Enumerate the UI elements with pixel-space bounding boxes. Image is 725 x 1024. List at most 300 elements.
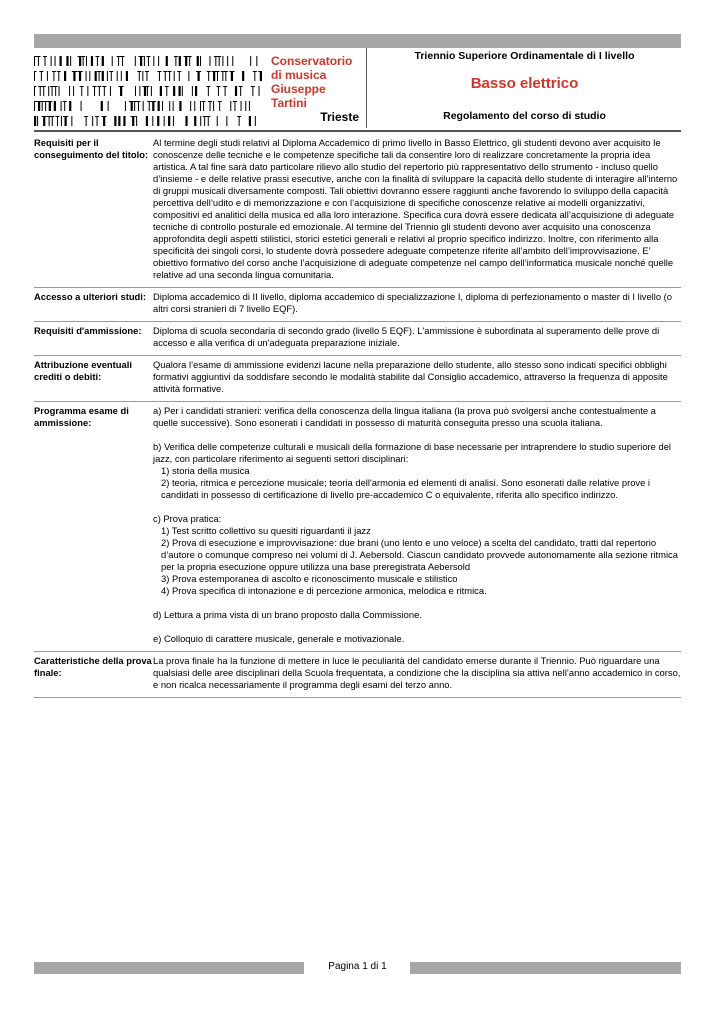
- regulation-table: [34, 134, 681, 698]
- logo-bar-cap: [42, 86, 46, 87]
- logo-bar-cap: [55, 116, 59, 117]
- logo-bar-cap: [34, 86, 37, 87]
- logo-bar: [185, 116, 187, 126]
- logo-bar: [97, 56, 98, 66]
- logo-bar: [86, 71, 87, 81]
- logo-name: [271, 54, 371, 124]
- page-number: Pagina 1 di 1: [328, 961, 387, 972]
- logo-bar-cap: [121, 56, 125, 57]
- row-paragraph: La prova finale ha la funzione di mettere in luce le peculiarità del candidato emerse durante il Triennio. Può riguardare una qualsiasi delle aree disciplinari della Scuola frequentata, a condizione che la disciplina sia attiva nell’anno accademico in corso, e non ricalca necessariamente il programma degli esami del terzo anno.: [153, 655, 681, 690]
- logo-bar-cap: [131, 116, 136, 117]
- logo-bar: [203, 101, 204, 111]
- logo-bar: [64, 71, 66, 81]
- logo-bar: [259, 86, 260, 96]
- logo-bar: [204, 116, 205, 126]
- logo-bar: [200, 116, 201, 126]
- logo-bar-cap: [34, 56, 37, 57]
- logo-bar: [37, 116, 38, 126]
- logo-bar-cap: [109, 71, 113, 72]
- logo-bar-cap: [80, 86, 84, 87]
- logo-bar: [190, 101, 191, 111]
- logo-bar: [132, 116, 134, 126]
- logo-bar: [164, 116, 165, 126]
- section-item: 4) Prova specifica di intonazione e di percezione armonica, melodica e ritmica.: [161, 585, 487, 596]
- table-row: [34, 288, 681, 322]
- logo-bar-cap: [233, 101, 237, 102]
- logo-bar-cap: [42, 116, 47, 117]
- logo-bar: [114, 116, 116, 126]
- logo-bar: [79, 71, 81, 81]
- row-label: Accesso a ulteriori studi:: [34, 291, 147, 302]
- logo-bar-cap: [95, 56, 99, 57]
- logo-bar-cap: [174, 56, 178, 57]
- logo-bar: [225, 86, 226, 96]
- row-label: Attribuzione eventuali crediti o debiti:: [34, 359, 132, 382]
- logo-bar: [49, 116, 50, 126]
- logo-bar-cap: [43, 56, 47, 57]
- logo-bar: [225, 71, 226, 81]
- logo-bar: [71, 116, 72, 126]
- logo-bar: [178, 86, 180, 96]
- logo-bar: [169, 101, 170, 111]
- logo-bar-cap: [202, 101, 206, 102]
- logo-bar: [194, 101, 195, 111]
- logo-bar: [140, 56, 142, 66]
- logo-bar: [153, 56, 154, 66]
- logo-bar: [213, 101, 214, 111]
- logo-bar-cap: [177, 71, 181, 72]
- logo-bar-cap: [168, 71, 172, 72]
- logo-bar: [143, 101, 144, 111]
- logo-bar-cap: [34, 101, 37, 102]
- logo-bar-cap: [145, 86, 149, 87]
- logo-bar: [254, 71, 255, 81]
- logo-bar-cap: [237, 116, 241, 117]
- logo-bar: [44, 56, 45, 66]
- logo-bar: [245, 101, 246, 111]
- logo-bar: [138, 101, 139, 111]
- logo-bar: [192, 86, 193, 96]
- table-row: [34, 652, 681, 698]
- logo-bar: [118, 56, 119, 66]
- logo-bar: [86, 116, 87, 126]
- table-row: [34, 322, 681, 356]
- logo-bar-cap: [63, 116, 68, 117]
- logo-bar-cap: [147, 101, 151, 102]
- logo-bar: [79, 56, 81, 66]
- logo-bar: [64, 101, 65, 111]
- logo-bar: [101, 101, 103, 111]
- logo-bar: [144, 56, 145, 66]
- logo-bar: [215, 56, 216, 66]
- row-paragraph: Al termine degli studi relativi al Diploma Accademico di primo livello in Basso Elettrico, gli studenti devono aver acquisito le conoscenze delle tecniche e le competenze specifiche tali da consentire loro di realizzare concretamente la propria idea artistica. A tal fine sarà dato particolare rilievo allo studio del repertorio più rappresentativo dello strumento - incluso quello d’insieme - e delle relative prassi esecutive, anche con la finalità di sviluppare la capacità dello studente di interagire all’interno di gruppi musicali diversamente composti. Tali obiettivi dovranno essere raggiunti anche favorendo lo sviluppo della capacità percettiva dell’udito e di memorizzazione e con l’acquisizione di specifiche conoscenze relative ai modelli organizzativi, compositivi ed analitici della musica ed alla loro interazione. Specifica cura dovrà essere dedicata all’acquisizione di adeguate tecniche di controllo posturale ed emozionale. Al termine del Triennio gli studenti devono aver acquisito una conoscenza approfondita degli aspetti stilistici, storici estetici generali e relativi al proprio specifico indirizzo. Inoltre, con riferimento alla specificità dei singoli corsi, lo studente dovrà possedere adeguate competenze riferite all’ambito dell’improvvisazione. E’ obiettivo formativo del corso anche l’acquisizione di adeguate competenze nel campo dell’informatica musicale nonché quelle relative ad una seconda lingua comunitaria.: [153, 137, 678, 280]
- logo-bar: [99, 71, 100, 81]
- logo-bar: [165, 71, 166, 81]
- footer-bar-left: [34, 962, 304, 974]
- logo-bar: [49, 101, 51, 111]
- logo-bar: [179, 101, 181, 111]
- logo-bar: [102, 56, 104, 66]
- logo-bar: [231, 71, 233, 81]
- logo-bar: [239, 116, 240, 126]
- logo-bar-cap: [47, 101, 52, 102]
- logo-bar: [43, 116, 45, 126]
- logo-line: di musica: [271, 68, 327, 82]
- logo-bar: [230, 101, 231, 111]
- logo-bar: [107, 71, 108, 81]
- logo-bar: [117, 71, 118, 81]
- logo-bar: [53, 71, 54, 81]
- logo-bar: [217, 116, 218, 126]
- logo-bar: [123, 116, 125, 126]
- logo-bar: [174, 71, 175, 81]
- logo-bar: [189, 56, 190, 66]
- logo-bar: [91, 56, 93, 66]
- logo-bar-cap: [95, 116, 99, 117]
- logo-bar: [213, 71, 215, 81]
- logo-bar: [45, 101, 46, 111]
- logo-bar: [120, 86, 122, 96]
- logo-bar: [185, 56, 187, 66]
- logo-bar-cap: [151, 101, 156, 102]
- header-divider: [366, 48, 367, 128]
- logo-bar-cap: [119, 86, 124, 87]
- logo-line: Tartini: [271, 96, 307, 110]
- logo-bar: [65, 116, 67, 126]
- logo-bar: [151, 86, 152, 96]
- logo-bar: [232, 56, 233, 66]
- logo-bar-cap: [196, 71, 201, 72]
- logo-bar: [160, 86, 162, 96]
- logo-bar: [255, 116, 256, 126]
- logo-bar: [175, 56, 176, 66]
- logo-bar-cap: [39, 71, 43, 72]
- logo-bar: [173, 116, 174, 126]
- logo-bar: [210, 101, 211, 111]
- logo-bar-cap: [81, 56, 85, 57]
- logo-bar: [70, 56, 71, 66]
- logo-bar: [92, 116, 93, 126]
- logo-bar-cap: [137, 71, 141, 72]
- logo-bar: [81, 101, 82, 111]
- logo-line: Giuseppe: [271, 82, 326, 96]
- logo-bar: [234, 101, 235, 111]
- logo-bar: [69, 101, 71, 111]
- row-content: [153, 325, 681, 349]
- logo-bar: [52, 116, 53, 126]
- logo-bar: [173, 86, 175, 96]
- logo-bar-cap: [253, 71, 257, 72]
- row-content: [153, 137, 681, 281]
- logo-bar: [147, 86, 148, 96]
- logo-bar: [111, 71, 112, 81]
- logo-bar: [59, 86, 60, 96]
- logo-bar-cap: [36, 56, 40, 57]
- logo-bar-cap: [34, 71, 37, 72]
- row-label: Caratteristiche della prova finale:: [34, 655, 152, 678]
- logo-bar: [108, 101, 109, 111]
- logo-bar: [158, 101, 160, 111]
- logo-bar-cap: [188, 56, 192, 57]
- logo-bar: [249, 116, 251, 126]
- section-item: 1) Test scritto collettivo su quesiti riguardanti il jazz: [161, 525, 371, 536]
- logo-bar-cap: [215, 71, 219, 72]
- section-item: 3) Prova estemporanea di ascolto e riconoscimento musicale e stilistico: [161, 573, 458, 584]
- logo-bar: [146, 71, 147, 81]
- logo-bar-cap: [40, 101, 44, 102]
- logo-bar-cap: [102, 116, 107, 117]
- logo-bar: [242, 71, 244, 81]
- logo-bar: [188, 71, 189, 81]
- barcode-logo-graphic: [34, 52, 262, 128]
- logo-bar: [110, 86, 111, 96]
- logo-bar: [198, 71, 200, 81]
- logo-bar-cap: [207, 71, 211, 72]
- logo-bar: [121, 71, 122, 81]
- row-content: [153, 405, 681, 645]
- logo-bar: [69, 86, 70, 96]
- logo-bar: [81, 86, 82, 96]
- logo-bar: [104, 86, 105, 96]
- logo-bar: [219, 101, 220, 111]
- logo-bar: [97, 116, 98, 126]
- logo-bar: [61, 101, 62, 111]
- row-content: [153, 359, 681, 395]
- logo-bar: [34, 86, 35, 96]
- logo-bar-cap: [57, 71, 61, 72]
- section-heading: e) Colloquio di carattere musicale, generale e motivazionale.: [153, 633, 405, 644]
- row-paragraph: Diploma di scuola secondaria di secondo grado (livello 5 EQF). L'ammissione è subordinata al superamento delle prove di accesso e alla verifica di un'adeguata preparazione iniziale.: [153, 325, 660, 348]
- logo-bar: [83, 56, 84, 66]
- logo-bar-cap: [165, 86, 169, 87]
- header-rule: [34, 130, 681, 132]
- logo-bar: [55, 86, 56, 96]
- logo-bar: [222, 71, 223, 81]
- row-paragraph: Diploma accademico di II livello, diploma accademico di specializzazione I, diploma di perfezionamento o master di I livello (o altri corsi stranieri di 7 livello EQF).: [153, 291, 672, 314]
- logo-bar-cap: [54, 86, 58, 87]
- logo-bar-cap: [93, 86, 97, 87]
- logo-bar-cap: [117, 56, 121, 57]
- logo-bar-cap: [63, 101, 67, 102]
- top-bar: [34, 34, 681, 48]
- logo-bar: [157, 116, 159, 126]
- course-title: Basso elettrico: [470, 75, 579, 92]
- logo-bar: [89, 71, 90, 81]
- logo-bar-cap: [239, 86, 243, 87]
- logo-bar: [73, 71, 75, 81]
- logo-bar: [135, 86, 136, 96]
- logo-bar-cap: [217, 56, 221, 57]
- logo-bar-cap: [133, 101, 137, 102]
- logo-bar-cap: [102, 86, 106, 87]
- logo-bar: [194, 116, 196, 126]
- document-title: Regolamento del corso di studio: [443, 110, 606, 122]
- logo-bar: [148, 56, 149, 66]
- logo-bar: [60, 56, 62, 66]
- logo-bar: [94, 86, 95, 96]
- section-heading: c) Prova pratica:: [153, 513, 222, 524]
- row-content: [153, 291, 681, 315]
- logo-bar: [168, 116, 170, 126]
- logo-bar: [34, 116, 36, 126]
- row-label: Requisiti per il conseguimento del titolo:: [34, 137, 149, 160]
- logo-bar: [226, 116, 227, 126]
- logo-bar: [42, 101, 43, 111]
- table-row: [34, 402, 681, 652]
- logo-bar: [218, 86, 219, 96]
- logo-city: Trieste: [320, 110, 359, 124]
- logo-bar: [179, 56, 181, 66]
- logo-bar: [47, 71, 48, 81]
- logo-bar: [134, 101, 135, 111]
- logo-line: Conservatorio: [271, 54, 353, 68]
- section-heading: b) Verifica delle competenze culturali e musicali della formazione di base necessarie per intraprendere lo studio superiore del jazz, con particolare riferimento ai seguenti settori disciplinari:: [153, 441, 671, 464]
- logo-bar: [112, 56, 113, 66]
- logo-bar-cap: [251, 86, 255, 87]
- logo-bar: [208, 116, 209, 126]
- logo-bar: [73, 86, 74, 96]
- logo-bar: [173, 101, 174, 111]
- logo-bar: [222, 56, 223, 66]
- program-title: Triennio Superiore Ordinamentale di I livello: [414, 50, 635, 62]
- logo-bar-cap: [136, 101, 140, 102]
- logo-bar: [48, 86, 49, 96]
- logo-bar: [195, 86, 197, 96]
- logo-bar: [87, 86, 88, 96]
- logo-bar: [86, 56, 87, 66]
- logo-bar: [55, 56, 56, 66]
- logo-bar: [260, 71, 262, 81]
- logo-bar: [200, 101, 201, 111]
- logo-bar: [169, 71, 170, 81]
- logo-bar: [235, 86, 237, 96]
- logo-bar: [34, 101, 35, 111]
- logo-bar: [136, 116, 137, 126]
- logo-bar: [250, 56, 251, 66]
- logo-bar-cap: [163, 71, 167, 72]
- logo-bar-cap: [216, 86, 220, 87]
- logo-bar: [166, 86, 167, 96]
- logo-bar: [197, 56, 199, 66]
- logo-bar-cap: [97, 86, 101, 87]
- logo-bar: [219, 56, 220, 66]
- logo-bar-cap: [97, 71, 101, 72]
- logo-bar: [208, 71, 209, 81]
- logo-bar-cap: [229, 71, 234, 72]
- logo-bar: [182, 86, 183, 96]
- logo-bar: [126, 71, 128, 81]
- logo-bar: [159, 71, 160, 81]
- logo-bar: [57, 116, 58, 126]
- section-heading: d) Lettura a prima vista di un brano proposto dalla Commissione.: [153, 609, 422, 620]
- logo-bar: [66, 56, 68, 66]
- conservatory-logo: [34, 52, 364, 128]
- logo-bar: [200, 56, 201, 66]
- logo-bar: [240, 86, 241, 96]
- logo-bar: [152, 101, 154, 111]
- logo-bar-cap: [139, 56, 144, 57]
- logo-bar: [139, 71, 140, 81]
- logo-bar: [102, 71, 104, 81]
- logo-bar: [241, 101, 242, 111]
- logo-bar: [51, 56, 52, 66]
- logo-bar-cap: [145, 71, 149, 72]
- logo-bar: [99, 86, 100, 96]
- table-row: [34, 134, 681, 288]
- logo-bar: [58, 71, 59, 81]
- logo-bar-cap: [72, 71, 77, 72]
- logo-bar-cap: [50, 116, 54, 117]
- logo-bar: [52, 86, 53, 96]
- logo-bar: [149, 101, 150, 111]
- logo-bar: [179, 71, 180, 81]
- logo-bar: [131, 101, 133, 111]
- footer-bar-right: [410, 962, 681, 974]
- logo-bar-cap: [157, 71, 161, 72]
- logo-bar-cap: [224, 71, 228, 72]
- logo-bar-cap: [44, 101, 48, 102]
- logo-bar: [41, 71, 42, 81]
- logo-bar: [61, 116, 62, 126]
- table-row: [34, 356, 681, 402]
- section-heading: a) Per i candidati stranieri: verifica della conoscenza della lingua italiana (la prova può svolgersi anche contestualmente a quelle successive). Sono esonerati i candidati in possesso di maturità conseguita presso una scuola italiana.: [153, 405, 656, 428]
- logo-bar: [166, 56, 168, 66]
- logo-bar: [43, 86, 44, 96]
- row-paragraph: Qualora l’esame di ammissione evidenzi lacune nella preparazione dello studente, allo stesso sono indicati specifici obblighi formativi aggiuntivi da soddisfare secondo le modalità stabilite dal Consiglio accademico, attraverso la frequenza di apposite attività formative.: [153, 359, 668, 394]
- logo-bar: [142, 71, 143, 81]
- header-info: [368, 48, 681, 130]
- logo-bar-cap: [84, 116, 88, 117]
- logo-bar-cap: [52, 71, 56, 72]
- row-label: Requisiti d'ammissione:: [34, 325, 142, 336]
- logo-bar: [208, 86, 209, 96]
- logo-bar: [38, 101, 40, 111]
- logo-bar-cap: [218, 101, 222, 102]
- logo-bar-cap: [203, 116, 207, 117]
- logo-bar: [38, 56, 39, 66]
- logo-bar: [34, 71, 35, 81]
- logo-bar: [146, 116, 148, 126]
- logo-bar: [227, 56, 228, 66]
- logo-bar: [135, 56, 136, 66]
- logo-bar: [95, 71, 97, 81]
- section-item: 1) storia della musica: [161, 465, 250, 476]
- section-item: 2) Prova di esecuzione e improvvisazione: due brani (uno lento e uno veloce) a scelta del candidato, tratti dal repertorio d’autore o comunque compreso nei volumi di J. Aebersold. Ciascun candidato provvede autonomamente alla sezione ritmica per la propria esecuzione oppure utilizza una base preregistrata Aebersold: [161, 537, 678, 572]
- logo-bar: [158, 56, 159, 66]
- logo-bar: [34, 56, 35, 66]
- logo-bar-cap: [258, 71, 262, 72]
- logo-bar: [217, 71, 218, 81]
- logo-bar-cap: [38, 86, 42, 87]
- logo-bar: [54, 101, 56, 111]
- logo-bar: [139, 86, 140, 96]
- section-item: 2) teoria, ritmica e percezione musicale; teoria dell'armonia ed elementi di analisi. Sono esonerati dalle relative prove i candidati in possesso di certificazione di livello pre-accademico C o equivalente, riferita allo specifico indirizzo.: [161, 477, 651, 500]
- logo-bar: [103, 116, 105, 126]
- logo-bar-cap: [146, 56, 150, 57]
- row-label: Programma esame di ammissione:: [34, 405, 129, 428]
- logo-bar-cap: [206, 116, 210, 117]
- logo-bar: [125, 101, 126, 111]
- logo-bar-cap: [208, 101, 212, 102]
- logo-bar: [144, 86, 146, 96]
- row-content: [153, 655, 681, 691]
- logo-bar: [122, 56, 123, 66]
- logo-bar: [40, 86, 41, 96]
- logo-bar-cap: [206, 86, 210, 87]
- logo-bar: [162, 101, 163, 111]
- logo-bar: [249, 101, 250, 111]
- logo-bar: [152, 116, 153, 126]
